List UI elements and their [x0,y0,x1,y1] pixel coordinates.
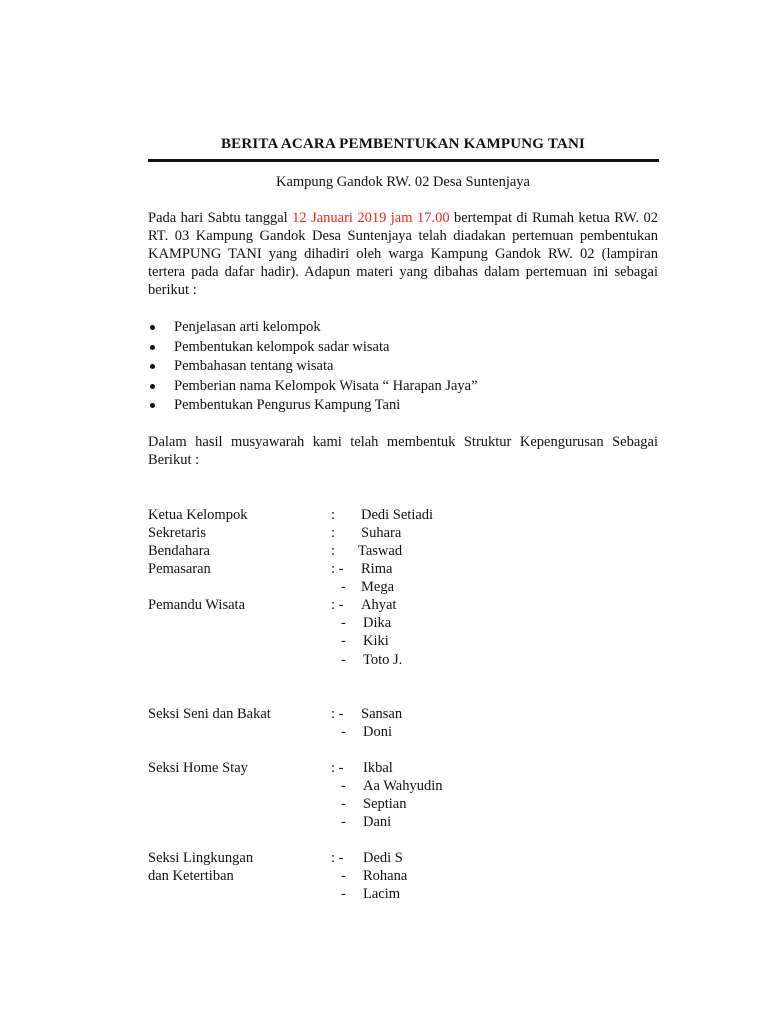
agenda-item-text: Pembahasan tentang wisata [174,358,334,374]
role-label: Seksi Seni dan Bakat [148,706,271,722]
document-subtitle: Kampung Gandok RW. 02 Desa Suntenjaya [276,174,530,190]
agenda-item-text: Pembentukan kelompok sadar wisata [174,338,390,355]
member-name: Taswad [358,543,403,559]
dash-marker: - [341,796,346,812]
role-label: Pemasaran [148,561,211,577]
member-name: Dedi S [363,850,403,866]
intro-text-before: Pada hari Sabtu tanggal [148,210,293,226]
agenda-item-text: Pembentukan Pengurus Kampung Tani [174,397,401,413]
bullet-icon [150,403,155,408]
member-name: Lacim [363,886,401,902]
dash-marker: - [341,868,346,884]
member-name: Toto J. [363,652,403,668]
agenda-item-text: Pemberian nama Kelompok Wisata “ Harapan Jaya” [174,377,478,394]
role-label: Ketua Kelompok [148,507,248,523]
role-label: Bendahara [148,543,210,559]
bullet-icon [150,325,155,330]
result-paragraph: Dalam hasil musyawarah kami telah membentuk Struktur Kepengurusan Sebagai Berikut : [148,434,658,468]
member-name: Sansan [361,706,403,722]
bullet-icon [150,384,155,389]
document-title: BERITA ACARA PEMBENTUKAN KAMPUNG TANI [220,136,586,152]
dash-marker: - [341,814,346,830]
role-label: Sekretaris [148,525,206,541]
member-name: Dani [363,814,392,830]
dash-marker: - [341,633,346,649]
dash-marker: - [341,886,346,902]
role-separator: : [331,543,336,559]
agenda-item [148,396,658,416]
member-name: Ikbal [363,760,393,776]
agenda-item-text: Penjelasan arti kelompok [174,319,321,335]
role-separator: : - [331,561,344,577]
dash-marker: - [341,778,346,794]
role-label: Pemandu Wisata [148,597,246,613]
member-name: Mega [361,579,395,595]
role-label-continued: dan Ketertiban [148,868,234,884]
member-name: Kiki [363,633,389,649]
agenda-item [148,338,658,358]
bullet-icon [150,345,155,350]
member-name: Dika [363,615,392,631]
role-separator: : - [331,850,344,866]
member-name: Septian [363,796,407,812]
intro-text-after: bertempat di Rumah ketua RW. 02 RT. 03 Kampung Gandok Desa Suntenjaya telah diadakan pertemuan pembentukan KAMPUNG TANI yang dihadiri oleh warga Kampung Gandok RW. 02 (lampiran tertera pada dafar hadir). Adapun materi yang dibahas dalam pertemuan ini sebagai berikut : [148,210,659,298]
role-separator: : [331,525,336,541]
role-separator: : - [331,597,344,613]
role-label: Seksi Lingkungan [148,850,254,866]
agenda-item [148,357,658,377]
member-name: Ahyat [361,597,397,613]
meeting-date-highlight: 12 Januari 2019 jam 17.00 [292,210,450,226]
agenda-list [148,318,658,416]
member-name: Doni [363,724,392,740]
member-name: Rima [361,561,393,577]
bullet-icon [150,364,155,369]
role-separator: : - [331,760,344,776]
role-separator: : [331,507,336,523]
member-name: Suhara [361,525,402,541]
dash-marker: - [341,652,346,668]
dash-marker: - [341,724,346,740]
dash-marker: - [341,615,346,631]
role-label: Seksi Home Stay [148,760,248,776]
agenda-item [148,377,658,397]
intro-paragraph [148,209,658,299]
member-name: Aa Wahyudin [363,778,443,794]
member-name: Dedi Setiadi [361,507,434,523]
dash-marker: - [341,579,346,595]
role-separator: : - [331,706,344,722]
member-name: Rohana [363,868,408,884]
title-underline [148,159,659,162]
agenda-item [148,318,658,338]
